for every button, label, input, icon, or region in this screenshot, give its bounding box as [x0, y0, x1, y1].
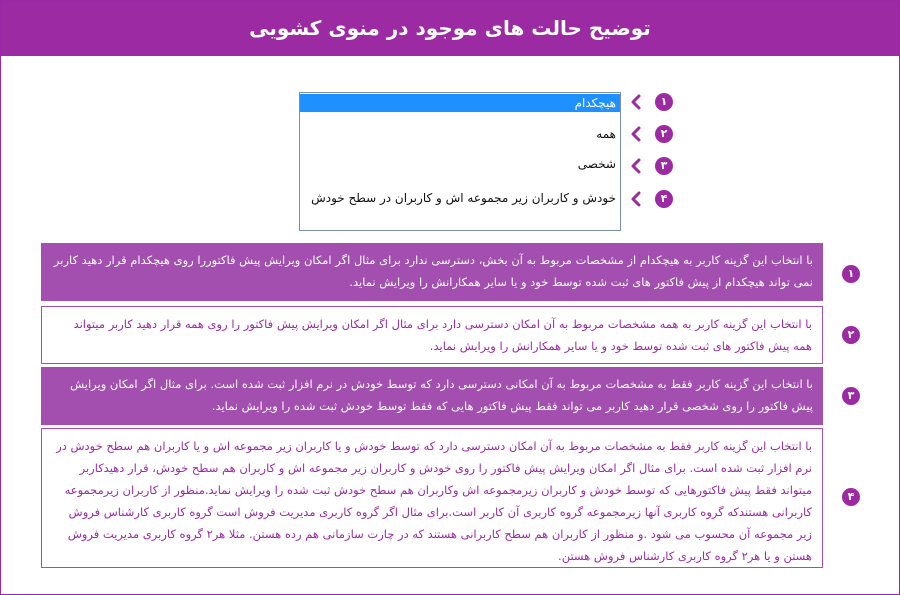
description-self-and-subordinates: با انتخاب این گزینه کاربر فقط به مشخصات مربوط به آن امکان دسترسی دارد که توسط خودش و یا کاربران زیر مجموعه اش و یا کاربران هم سطح خودش در نرم افزار ثبت شده است. برای مثال اگر امکان ویرایش پیش فاکتور را روی خودش و کاربران زیر مجموعه اش و کاربران هم سطح خودش، قرار دهیدکاربر میتواند فقط پیش فاکتورهایی که توسط خودش و کاربران زیرمجموعه اش وکاربران هم سطح خودش ثبت شده را ویرایش نماید.منظور از کاربران زیرمجموعه کاربرانی هستندکه گروه کاربری آنها زیرمجموعه گروه کاربری آن کاربر است.برای مثال اگر گروه کاربری مدیریت فروش است گروه کاربری کارشناس فروش زیر مجموعه آن محسوب می شود .و منظور از کاربران هم سطح کاربرانی هستند که در چارت سازمانی هم رده هستن. مثلا هر۲ گروه کاربری مدیریت فروش هستن و یا هر۲ گروه کاربری کارشناس فروش هستن.	[41, 428, 823, 568]
description-number-badge: ۳	[842, 387, 860, 405]
option-number-badge: ۱	[655, 93, 673, 111]
description-number-badge: ۱	[842, 265, 860, 283]
dropdown-option-personal[interactable]: شخصی	[577, 157, 616, 171]
dropdown-option-none[interactable]: هیچکدام	[300, 94, 620, 112]
option-number-badge: ۳	[655, 157, 673, 175]
dropdown-option-self-and-subordinates[interactable]: خودش و کاربران زیر مجموعه اش و کاربران در سطح خودش	[311, 191, 616, 205]
page-title: توضیح حالت های موجود در منوی کشویی	[1, 1, 899, 56]
description-none: با انتخاب این گزینه کاربر به هیچکدام از مشخصات مربوط به آن بخش، دسترسی ندارد برای مثال اگر امکان ویرایش پیش فاکتوررا روی هیچکدام قرار دهید کاربر نمی تواند هیچکدام از پیش فاکتور های ثبت شده توسط خود و یا سایر همکارانش را ویرایش نماید.	[41, 243, 823, 301]
option-marker-2	[627, 123, 679, 145]
option-number-badge: ۴	[655, 190, 673, 208]
option-marker-1	[627, 91, 679, 113]
option-marker-3	[627, 155, 679, 177]
chevron-left-icon	[627, 157, 645, 175]
option-marker-4	[627, 188, 679, 210]
chevron-left-icon	[627, 93, 645, 111]
dropdown-listbox[interactable]	[299, 92, 621, 231]
description-all: با انتخاب این گزینه کاربر به همه مشخصات مربوط به آن امکان دسترسی دارد برای مثال اگر امکان ویرایش پیش فاکتور را روی همه قرار دهید کاربر میتواند همه پیش فاکتور های ثبت شده توسط خود و یا سایر همکارانش را ویرایش نماید.	[41, 306, 823, 364]
description-number-badge: ۲	[842, 326, 860, 344]
option-number-badge: ۲	[655, 125, 673, 143]
chevron-left-icon	[627, 125, 645, 143]
dropdown-option-all[interactable]: همه	[596, 127, 616, 141]
chevron-left-icon	[627, 190, 645, 208]
description-personal: با انتخاب این گزینه کاربر فقط به مشخصات مربوط به آن امکانی دسترسی دارد که توسط خودش در نرم افزار ثبت شده است. برای مثال اگر امکان ویرایش پیش فاکتور را روی شخصی قرار دهید کاربر می تواند فقط پیش فاکتور هایی که فقط توسط خودش ثبت شده را ویرایش نماید.	[41, 367, 823, 425]
description-number-badge: ۴	[842, 488, 860, 506]
